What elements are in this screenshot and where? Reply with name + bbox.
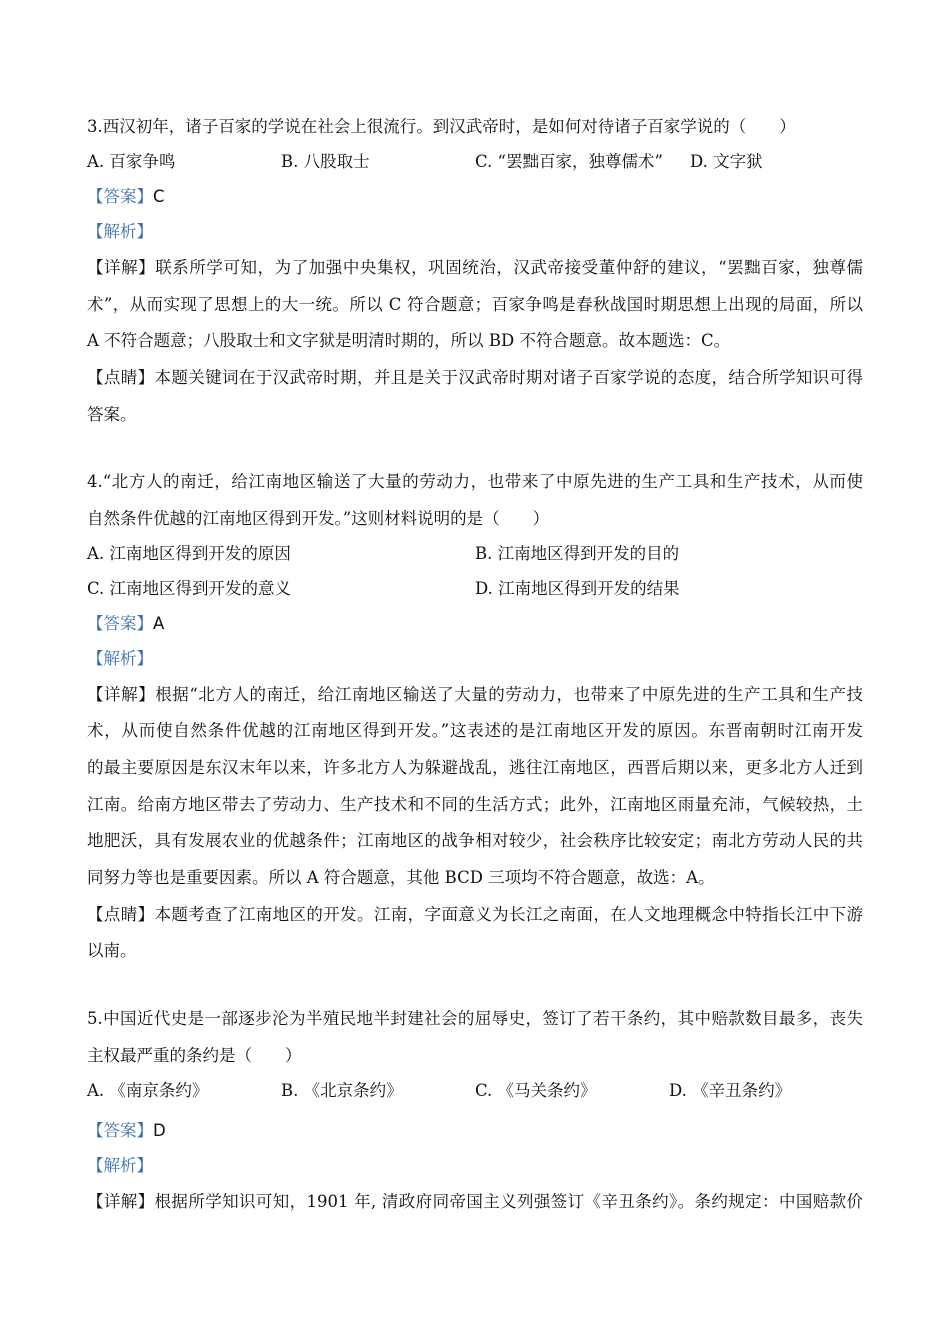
q3-stem: 3.西汉初年，诸子百家的学说在社会上很流行。到汉武帝时，是如何对待诸子百家学说的（ ）	[87, 117, 796, 136]
detail-text: 根据“北方人的南迁，给江南地区输送了大量的劳动力，也带来了中原先进的生产工具和生产技	[155, 685, 864, 704]
q3-detail-line-2: 术”，从而实现了思想上的大一统。所以 C 符合题意；百家争鸣是春秋战国时期思想上出现的局面，所以	[87, 295, 863, 314]
answer-value: C	[153, 187, 165, 206]
q5-analysis-tag: 【解析】	[87, 1156, 153, 1175]
q5-option-c: C. 《马关条约》	[475, 1081, 597, 1100]
q4-detail-line-3: 的最主要原因是东汉末年以来，许多北方人为躲避战乱，逃往江南地区，西晋后期以来，更多北方人迁到	[87, 758, 863, 777]
q3-comment-line-1	[87, 367, 863, 389]
q4-detail-line-2: 术，从而使自然条件优越的江南地区得到开发。”这表述的是江南地区开发的原因。东晋南朝时江南开发	[87, 721, 863, 740]
q5-answer	[87, 1120, 166, 1142]
q3-analysis-tag: 【解析】	[87, 222, 153, 241]
q4-answer	[87, 613, 164, 635]
comment-tag: 【点睛】	[87, 905, 155, 924]
q3-option-a: A. 百家争鸣	[87, 152, 176, 171]
comment-text: 本题关键词在于汉武帝时期，并且是关于汉武帝时期对诸子百家学说的态度，结合所学知识可得	[154, 368, 864, 387]
q4-detail-line-5: 地肥沃，具有发展农业的优越条件；江南地区的战争相对较少，社会秩序比较安定；南北方劳动人民的共	[87, 831, 863, 850]
comment-text: 本题考查了江南地区的开发。江南，字面意义为长江之南面，在人文地理概念中特指长江中下游	[154, 905, 864, 924]
detail-text: 联系所学可知，为了加强中央集权，巩固统治，汉武帝接受董仲舒的建议，“罢黜百家，独尊儒	[155, 258, 864, 277]
q5-stem-line-2: 主权最严重的条约是（ ）	[87, 1046, 302, 1065]
detail-tag: 【详解】	[87, 258, 156, 277]
q4-detail-line-4: 江南。给南方地区带去了劳动力、生产技术和不同的生活方式；此外，江南地区雨量充沛，气候较热，土	[87, 795, 863, 814]
answer-value: D	[153, 1121, 166, 1140]
q5-option-d: D. 《辛丑条约》	[669, 1081, 792, 1100]
q4-detail-line-6: 同努力等也是重要因素。所以 A 符合题意，其他 BCD 三项均不符合题意，故选：A。	[87, 868, 715, 887]
q5-stem-line-1: 5.中国近代史是一部逐步沦为半殖民地半封建社会的屈辱史，签订了若干条约，其中赔款数目最多，丧失	[87, 1009, 863, 1028]
q3-option-c: C. “罢黜百家，独尊儒术”	[475, 152, 663, 171]
q5-detail-line-1	[87, 1191, 863, 1213]
q4-option-c: C. 江南地区得到开发的意义	[87, 579, 292, 598]
q3-detail-line-1	[87, 257, 863, 279]
q3-option-d: D. 文字狱	[690, 152, 763, 171]
q4-stem-line-2: 自然条件优越的江南地区得到开发。”这则材料说明的是（ ）	[87, 509, 550, 528]
answer-value: A	[153, 614, 165, 633]
q4-option-b: B. 江南地区得到开发的目的	[475, 544, 680, 563]
detail-tag: 【详解】	[87, 685, 156, 704]
q3-option-b: B. 八股取士	[281, 152, 370, 171]
q5-option-b: B. 《北京条约》	[281, 1081, 403, 1100]
q4-option-a: A. 江南地区得到开发的原因	[87, 544, 291, 563]
q4-comment-line-2: 以南。	[87, 941, 137, 960]
answer-tag: 【答案】	[87, 187, 153, 206]
answer-tag: 【答案】	[87, 614, 153, 633]
detail-tag: 【详解】	[87, 1192, 155, 1211]
q5-option-a: A. 《南京条约》	[87, 1081, 209, 1100]
answer-tag: 【答案】	[87, 1121, 153, 1140]
detail-text: 根据所学知识可知，1901 年, 清政府同帝国主义列强签订《辛丑条约》。条约规定：中国赔款价	[154, 1192, 863, 1211]
q3-answer	[87, 186, 165, 208]
q4-option-d: D. 江南地区得到开发的结果	[475, 579, 680, 598]
q4-comment-line-1	[87, 904, 863, 926]
q3-comment-line-2: 答案。	[87, 405, 137, 424]
comment-tag: 【点睛】	[87, 368, 155, 387]
q4-analysis-tag: 【解析】	[87, 649, 153, 668]
q3-detail-line-3: A 不符合题意；八股取士和文字狱是明清时期的，所以 BD 不符合题意。故本题选：C。	[87, 331, 731, 350]
q4-stem-line-1: 4.“北方人的南迁，给江南地区输送了大量的劳动力，也带来了中原先进的生产工具和生产技术，从而使	[87, 472, 863, 491]
q4-detail-line-1	[87, 684, 863, 706]
